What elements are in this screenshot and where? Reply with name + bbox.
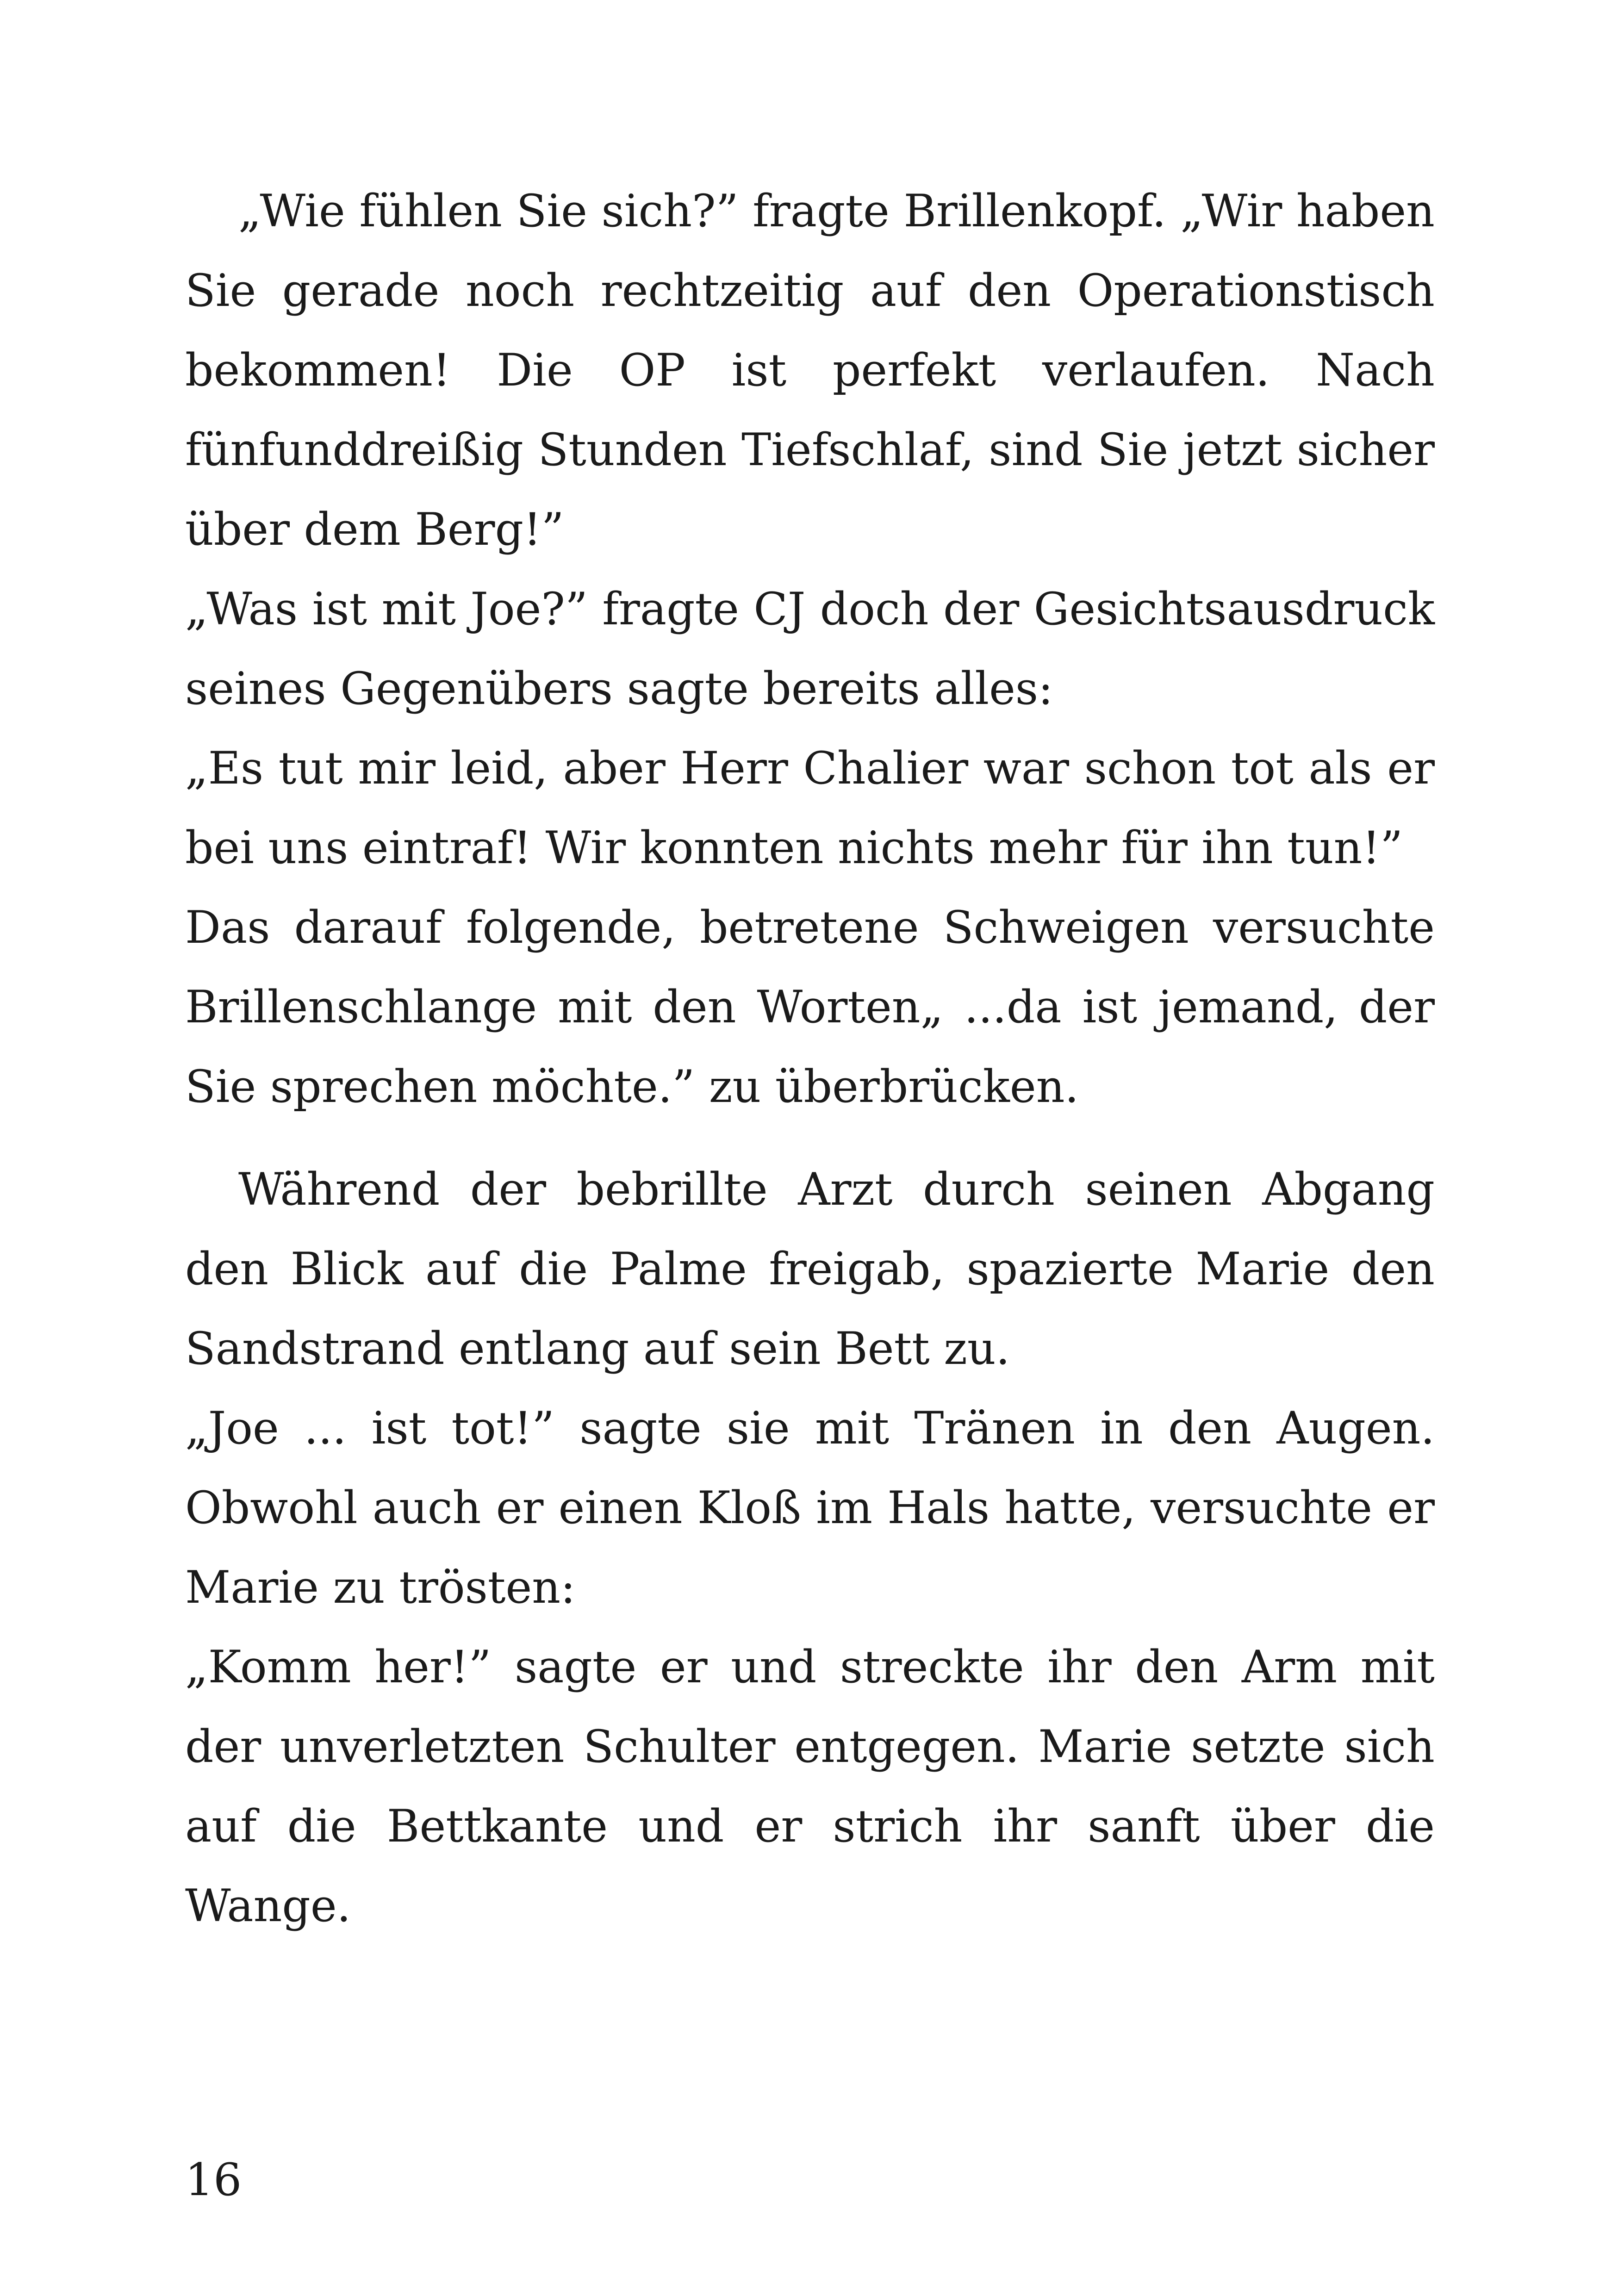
paragraph-comfort: „Komm her!” sagte er und streckte ihr den Arm mit der unverletzten Schulter entgegen. Marie setzte sich auf die Bettkante und er strich ihr sanft über die Wange. — [185, 1641, 1435, 1932]
paragraph-marie-speech: „Joe ... ist tot!” sagte sie mit Tränen in den Augen. Obwohl auch er einen Kloß im Hals hatte, versuchte er Marie zu trösten: — [185, 1402, 1435, 1613]
page-number: 16 — [185, 2154, 242, 2206]
paragraph-doctor-answer: „Es tut mir leid, aber Herr Chalier war schon tot als er bei uns eintraf! Wir konnten nichts mehr für ihn tun!” — [185, 742, 1435, 874]
paragraph-doctor-speech: „Wie fühlen Sie sich?” fragte Brillenkopf. „Wir haben Sie gerade noch rechtzeitig auf den Operationstisch bekommen! Die OP ist perfekt verlaufen. Nach fünfunddreißig Stunden Tiefschlaf, sind Sie jetzt sicher über dem Berg!” — [185, 185, 1435, 555]
paragraph-cj-question: „Was ist mit Joe?” fragte CJ doch der Gesichtsausdruck seines Gegenübers sagte bereits alles: — [185, 583, 1435, 715]
paragraph-marie-arrives: Während der bebrillte Arzt durch seinen Abgang den Blick auf die Palme freigab, spazierte Marie den Sandstrand entlang auf sein Bett zu. — [185, 1164, 1435, 1375]
paragraph-gap — [185, 1126, 1435, 1150]
body-text — [185, 171, 1435, 1946]
paragraph-silence: Das darauf folgende, betretene Schweigen versuchte Brillenschlange mit den Worten„ ...da ist jemand, der Sie sprechen möchte.” zu überbrücken. — [185, 902, 1435, 1113]
